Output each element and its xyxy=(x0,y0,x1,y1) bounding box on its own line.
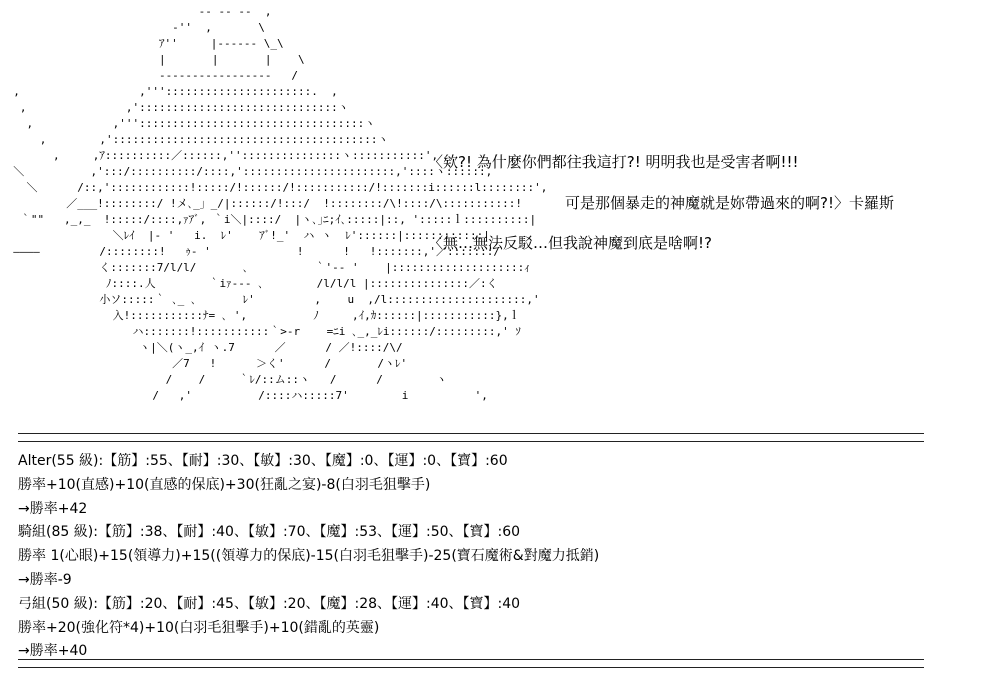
art-line: ―――― /::::::::! ｩ- ' ! ! !:::::::,'／:::::::/ xyxy=(0,245,500,258)
stat-line-alter-result: →勝率+42 xyxy=(18,500,88,517)
art-line: , ,'''::::::::::::::::::::::::::::::::::ヽ xyxy=(0,117,376,130)
art-line: , ,'''::::::::::::::::::::::. , xyxy=(0,85,338,98)
stat-line-rider: 騎組(85 級):【筋】:38、【耐】:40、【敏】:70、【魔】:53、【運】:50、【寶】:60 xyxy=(18,524,521,541)
art-line: -- -- -- , xyxy=(0,5,272,18)
stat-line-alter-winrate: 勝率+10(直感)+10(直感的保底)+30(狂亂之宴)-8(白羽毛狙擊手) xyxy=(18,476,431,493)
art-line: ヽ|＼(ヽ_,ｲ ヽ.7 ／ / ／!::::/\/ xyxy=(0,341,403,354)
art-line: ハ:::::::!:::::::::::｀>-r =ﾆi ､_,_ﾚi::::::/:::::::::,' ｿ xyxy=(0,325,521,338)
dialog-line-protest: 〈欸?! 為什麼你們都往我這打?! 明明我也是受害者啊!!! xyxy=(428,153,799,171)
double-rule-bottom xyxy=(18,659,924,668)
stat-line-alter: Alter(55 級):【筋】:55、【耐】:30、【敏】:30、【魔】:0、【運】:0、【寶】:60 xyxy=(18,453,508,469)
art-line: ／7 ! ＞く' / /ヽﾚ' xyxy=(0,357,408,370)
art-line: 入!:::::::::::ﾅ= ､ ', ﾉ ,ｲ,ｶ::::::|:::::::::::},ｌ xyxy=(0,309,520,322)
stat-line-archer-winrate: 勝率+20(強化符*4)+10(白羽毛狙擊手)+10(錯亂的英靈) xyxy=(18,619,380,636)
art-line: く:::::::7/l/l/ ､ ｀'-- ' |::::::::::::::::::::ｨ xyxy=(0,261,530,274)
art-line: , ,'::::::::::::::::::::::::::::::::::::::::ヽ xyxy=(0,133,389,146)
dialog-line-reply: 〈無…無法反駁…但我說神魔到底是啥啊!? xyxy=(428,234,712,252)
art-line: 小ソ:::::｀ ､_ ､ ﾚ' , u ,/l:::::::::::::::::::::,' xyxy=(0,293,540,306)
stat-line-rider-winrate: 勝率 1(心眼)+15(領導力)+15((領導力的保底)-15(白羽毛狙擊手)-25(寶石魔術&對魔力抵銷) xyxy=(18,548,600,565)
art-line: / ,' /::::ハ:::::7' i ', xyxy=(0,389,488,402)
art-line: ‐‐‐‐‐‐‐‐‐‐‐‐‐‐‐‐‐ / xyxy=(0,69,299,82)
art-line: , ,ｱ::::::::::／::::::,'':::::::::::::::ヽ:::::::::::', xyxy=(0,149,439,162)
art-line: ／___!::::::::/ !メ､_」_/|::::::/!:::/ !::::::::/\!::::/\:::::::::::! xyxy=(0,197,522,210)
stat-line-archer: 弓組(50 級):【筋】:20、【耐】:45、【敏】:20、【魔】:28、【運】:40、【寶】:40 xyxy=(18,595,521,612)
stat-line-archer-result: →勝率+40 xyxy=(18,643,88,660)
art-line: ‐'' , \ xyxy=(0,21,265,34)
double-rule-top xyxy=(18,433,924,442)
art-line: ＼ﾚｲ |- ' i. ﾚ' ｱﾞ!_' ハ ヽ ﾚ'::::::|::::::::::::| xyxy=(0,229,490,242)
dialog-line-karos: 可是那個暴走的神魔就是妳帶過來的啊?!〉卡羅斯 xyxy=(565,194,894,212)
art-line: ＼ /::,'::::::::::::!:::::/!::::::/!:::::::::::/!:::::::i::::::l::::::::', xyxy=(0,181,548,194)
art-line: ｀"" ,_,_ !:::::/::::,ｧｱﾞ, ｀i＼|::::/ |ヽ､｣ﾆ;ｲ､:::::|::, ':::::ｌ::::::::::| xyxy=(0,213,537,226)
art-line: , ,'::::::::::::::::::::::::::::::ヽ xyxy=(0,101,349,114)
art-line: ｱ'' |‐‐‐‐‐‐ \_\ xyxy=(0,37,284,50)
art-line: / / ｀ﾚ/::ム::ヽ / / ヽ xyxy=(0,373,447,386)
art-line: ﾉ::::.人 ｀iｧ--- ､ /l/l/l |:::::::::::::::／:く xyxy=(0,277,498,290)
art-line: ＼ ,':::/::::::::::/::::,':::::::::::::::::::::::,'::::ヽ::::::, xyxy=(0,165,493,178)
ascii-art-figure xyxy=(0,0,548,430)
battle-stats-block xyxy=(18,449,599,663)
art-line: | | | \ xyxy=(0,53,305,66)
stat-line-rider-result: →勝率-9 xyxy=(18,571,72,588)
